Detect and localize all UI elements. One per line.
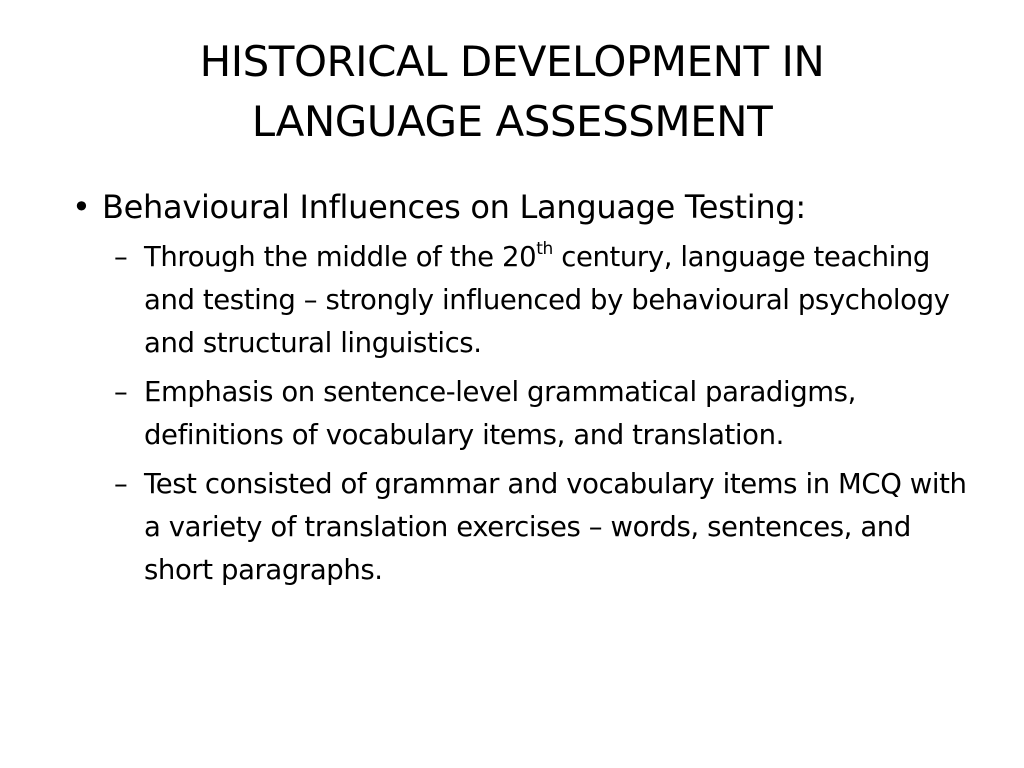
sub-bullet-list bbox=[72, 236, 972, 592]
main-bullet bbox=[72, 182, 972, 232]
sub-bullet-text: Test consisted of grammar and vocabulary items in MCQ with a variety of translation exercises – words, sentences, and short paragraphs. bbox=[144, 468, 967, 586]
slide-body bbox=[72, 182, 972, 598]
title-line-1: HISTORICAL DEVELOPMENT IN bbox=[199, 37, 825, 86]
sub-bullet-text-part: century, language teaching and testing – strongly influenced by behavioural psychology and structural linguistics. bbox=[144, 241, 950, 359]
title-line-2: LANGUAGE ASSESSMENT bbox=[251, 97, 773, 146]
bullet-icon: • bbox=[72, 188, 91, 226]
sub-bullet-text: Emphasis on sentence-level grammatical paradigms, definitions of vocabulary items, and translation. bbox=[144, 376, 856, 451]
sub-bullet-text bbox=[144, 236, 972, 365]
ordinal-superscript: th bbox=[536, 238, 553, 259]
main-bullet-text: Behavioural Influences on Language Testing: bbox=[102, 188, 806, 226]
sub-bullet-text-part: Through the middle of the 20 bbox=[144, 241, 537, 273]
dash-icon: – bbox=[114, 376, 128, 408]
sub-bullet-item bbox=[114, 236, 972, 365]
sub-bullet-item bbox=[114, 371, 972, 457]
slide-title bbox=[60, 32, 964, 152]
dash-icon: – bbox=[114, 468, 128, 500]
sub-bullet-item bbox=[114, 463, 972, 592]
dash-icon: – bbox=[114, 241, 128, 273]
